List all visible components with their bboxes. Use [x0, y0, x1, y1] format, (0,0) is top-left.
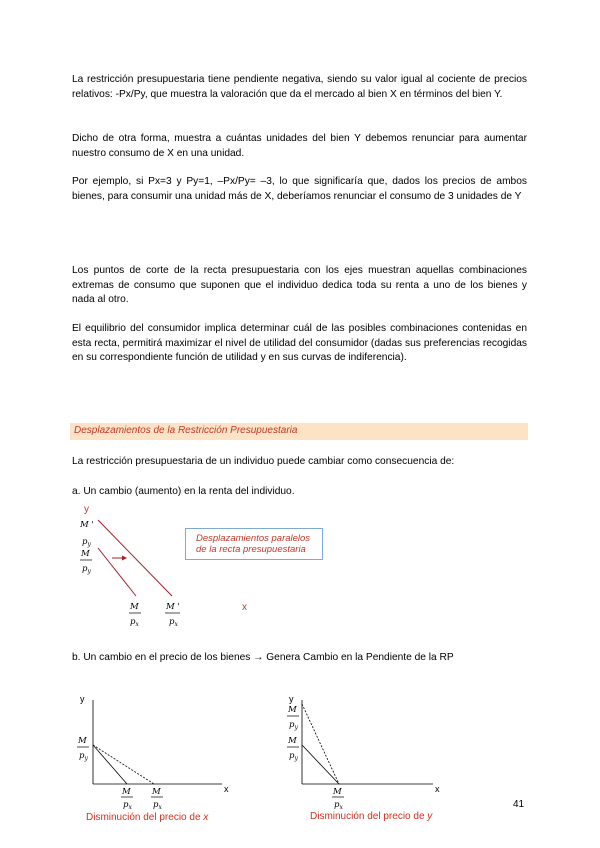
fig-a-x-right-num: M '	[166, 602, 180, 612]
fig-a-y-low-den: $p_y$	[82, 564, 91, 575]
fig-b1-y-den: $p_y$	[79, 751, 88, 762]
fig-b2-budget-line-rotated	[302, 704, 339, 784]
fig-b2-budget-line-original	[302, 745, 339, 784]
fig-b2-y1-den: $p_y$	[289, 720, 298, 731]
fig-a-axis-y: y	[84, 504, 89, 515]
fig-b1-axis-x: x	[224, 784, 229, 794]
item-b-price-change: b. Un cambio en el precio de los bienes → Genera Cambio en la Pendiente de la RP	[72, 652, 454, 663]
fig-b1-x1-den: $p_x$	[123, 800, 132, 810]
section-intro: La restricción presupuestaria de un individuo puede cambiar como consecuencia de:	[72, 456, 455, 467]
fig-b1-y-num: M	[78, 736, 87, 746]
fig-a-y-low-num: M	[81, 549, 90, 559]
section-title: Desplazamientos de la Restricción Presupuestaria	[74, 425, 298, 436]
fig-b2-axis-y: y	[289, 694, 294, 704]
fig-b2-x-num: M	[333, 787, 342, 797]
figure-price-x-decrease	[72, 690, 242, 810]
fig-b1-x2-den: $p_x$	[153, 800, 162, 810]
callout-parallel-shift	[185, 528, 323, 560]
fig-b1-budget-line-original	[93, 745, 127, 784]
fig-b1-x2-num: M	[152, 787, 161, 797]
fig-b1-axis-y: y	[80, 694, 85, 704]
fig-b2-y2-den: $p_y$	[289, 751, 298, 762]
fig-b2-y2-num: M	[288, 736, 297, 746]
page-number: 41	[513, 799, 525, 810]
figure-price-y-decrease	[283, 690, 453, 810]
fig-a-budget-line-original	[98, 548, 136, 596]
fig-a-budget-line-shifted	[98, 520, 172, 596]
callout-line-2: de la recta presupuestaria	[196, 544, 306, 555]
section-header	[70, 423, 528, 440]
fig-a-x-left-den: $p_x$	[130, 617, 139, 628]
fig-a-x-left-num: M	[130, 602, 139, 612]
fig-b1-x1-num: M	[122, 787, 131, 797]
caption-price-y: Disminución del precio de y	[310, 811, 433, 822]
fig-a-axis-x: x	[242, 602, 247, 613]
paragraph-intercepts: Los puntos de corte de la recta presupuestaria con los ejes muestran aquellas combinaciones extremas de consumo que suponen que el individuo dedica toda su renta a uno de los bienes y nada al otro.	[72, 265, 527, 305]
fig-b2-y1-num: M	[288, 705, 297, 715]
item-a-income-change: a. Un cambio (aumento) en la renta del individuo.	[72, 486, 295, 497]
fig-a-y-top-den: $p_y$	[82, 537, 91, 548]
paragraph-example: Por ejemplo, si Px=3 y Py=1, –Px/Py= –3, lo que significaría que, dados los precios de ambos bienes, para consumir una unidad más de X, deberíamos renunciar el consumo de 3 unidades de Y	[72, 176, 527, 202]
figure-income-shift	[72, 500, 272, 635]
fig-a-y-top-num: M '	[80, 520, 94, 530]
paragraph-tradeoff: Dicho de otra forma, muestra a cuántas unidades del bien Y debemos renunciar para aumentar nuestro consumo de X en una unidad.	[72, 133, 527, 159]
callout-line-1: Desplazamientos paralelos	[196, 533, 311, 544]
paragraph-equilibrium: El equilibrio del consumidor implica determinar cuál de las posibles combinaciones contenidas en esta recta, permitirá maximizar el nivel de utilidad del consumidor (dadas sus preferencias recogidas en su correspondiente función de utilidad y en sus curvas de indiferencia).	[72, 323, 527, 363]
fig-b2-axis-x: x	[435, 784, 440, 794]
fig-a-shift-arrow-icon	[112, 556, 127, 561]
fig-a-x-right-den: $p_x$	[169, 617, 178, 628]
caption-price-x: Disminución del precio de x	[86, 812, 209, 823]
paragraph-slope: La restricción presupuestaria tiene pendiente negativa, siendo su valor igual al cociente de precios relativos: -Px/Py, que muestra la valoración que da el mercado al bien X en términos del bien Y.	[72, 74, 527, 100]
fig-b2-x-den: $p_x$	[334, 800, 343, 810]
fig-b1-budget-line-rotated	[93, 745, 154, 784]
